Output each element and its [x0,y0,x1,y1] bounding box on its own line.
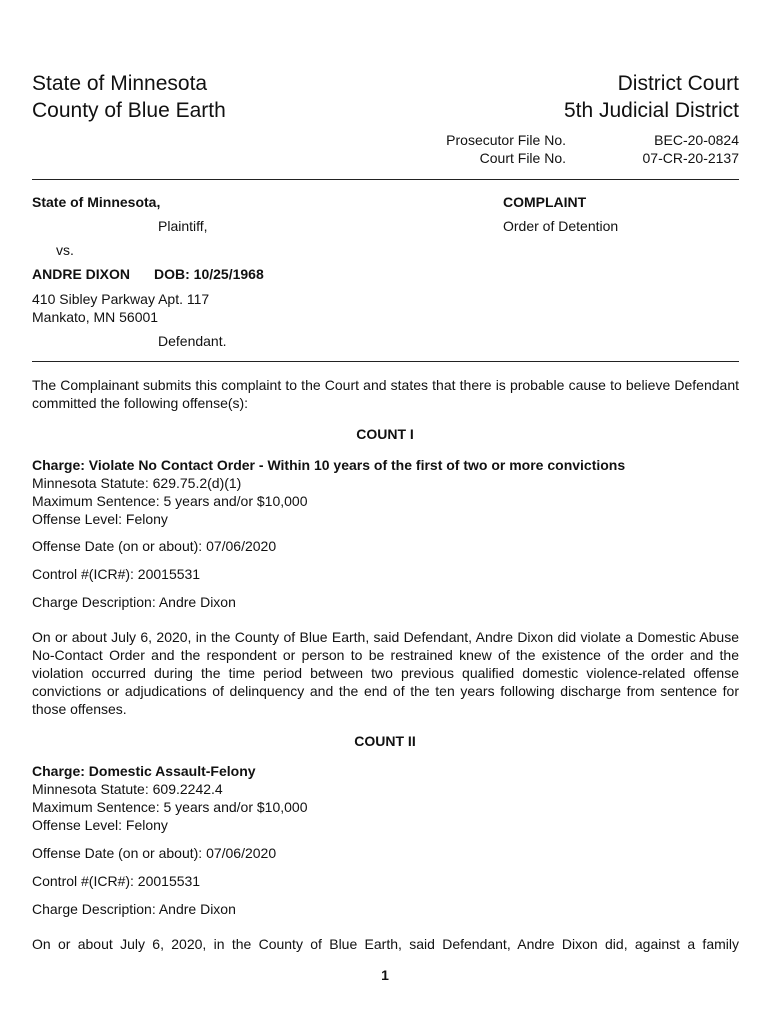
defendant-address-line2: Mankato, MN 56001 [32,309,159,325]
defendant-name: ANDRE DIXON [32,266,131,282]
count-narrative [32,935,739,953]
charge-title: Charge: Domestic Assault-Felony [32,763,256,779]
state-heading: State of Minnesota [32,72,208,95]
charge-description: Charge Description: Andre Dixon [32,594,236,610]
document-subtype: Order of Detention [503,218,619,234]
county-heading: County of Blue Earth [32,99,226,122]
count-details [32,456,625,528]
intro-paragraph: The Complainant submits this complaint to the Court and states that there is probable cause to believe Defendant committed the following offense(s): [32,377,739,411]
control-number: Control #(ICR#): 20015531 [32,566,201,582]
count-details [32,762,308,834]
defendant-dob: DOB: 10/25/1968 [154,266,264,282]
offense-level: Offense Level: Felony [32,817,168,833]
count-heading: COUNT I [356,426,414,442]
court-file-label: Court File No. [479,150,566,166]
district-heading: 5th Judicial District [563,99,739,122]
max-sentence: Maximum Sentence: 5 years and/or $10,000 [32,493,308,509]
court-heading: District Court [617,72,739,95]
charge-title: Charge: Violate No Contact Order - Within 10 years of the first of two or more convictions [32,457,626,473]
header-divider [32,179,739,180]
offense-level: Offense Level: Felony [32,511,168,527]
charge-description: Charge Description: Andre Dixon [32,901,236,917]
prosecutor-file-value: BEC-20-0824 [654,132,739,148]
caption-divider [32,361,739,362]
plaintiff-role: Plaintiff, [158,218,208,234]
versus-label: vs. [56,242,74,258]
offense-date: Offense Date (on or about): 07/06/2020 [32,845,277,861]
count-narrative-text: On or about July 6, 2020, in the County of Blue Earth, said Defendant, Andre Dixon did, against a family [32,936,739,952]
prosecutor-file-label: Prosecutor File No. [446,132,566,148]
count-heading: COUNT II [354,733,416,749]
max-sentence: Maximum Sentence: 5 years and/or $10,000 [32,799,308,815]
defendant-role: Defendant. [158,333,227,349]
page-number: 1 [381,967,389,983]
control-number: Control #(ICR#): 20015531 [32,873,201,889]
defendant-address-line1: 410 Sibley Parkway Apt. 117 [32,291,210,307]
offense-date: Offense Date (on or about): 07/06/2020 [32,538,277,554]
count-narrative: On or about July 6, 2020, in the County of Blue Earth, said Defendant, Andre Dixon did violate a Domestic Abuse No-Contact Order and the respondent or person to be restrained knew of the existence of the order and the violation occurred during the time period between two previous qualified domestic violence-related offense convictions or adjudications of delinquency and the end of the ten years following discharge from sentence for those offenses. [32,629,739,717]
statute: Minnesota Statute: 629.75.2(d)(1) [32,475,242,491]
court-file-value: 07-CR-20-2137 [642,150,739,166]
statute: Minnesota Statute: 609.2242.4 [32,781,223,797]
plaintiff-name: State of Minnesota, [32,194,161,210]
document-type: COMPLAINT [503,194,587,210]
